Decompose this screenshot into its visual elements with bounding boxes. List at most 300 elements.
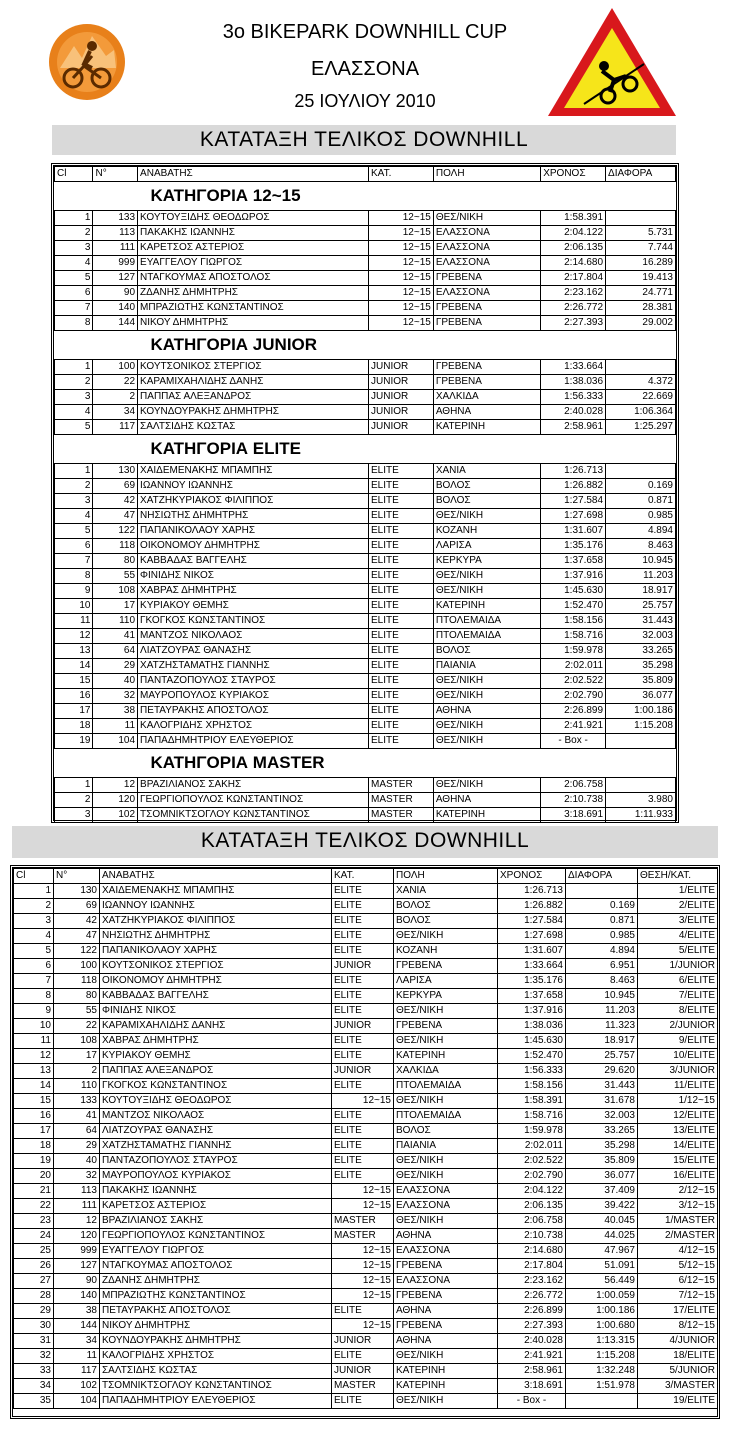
table-row [55, 286, 676, 301]
col-rider: ΝΗΣΙΩΤΗΣ ΔΗΜΗΤΡΗΣ [100, 929, 332, 944]
col-cl: 35 [14, 1394, 54, 1409]
col-cl: 3 [14, 914, 54, 929]
col-time: 1:59.978 [541, 644, 606, 659]
col-rider: ΚΟΥΤΟΥΞΙΔΗΣ ΘΕΟΔΩΡΟΣ [138, 211, 369, 226]
category-heading-row [55, 435, 676, 464]
table-row [14, 1394, 718, 1409]
col-time: 2:41.921 [498, 1349, 566, 1364]
table-row [55, 301, 676, 316]
col-city: ΛΑΡΙΣΑ [433, 539, 540, 554]
col-number: 55 [54, 1004, 100, 1019]
col-number: 117 [93, 420, 138, 435]
col-cl: 17 [14, 1124, 54, 1139]
col-cl: 19 [55, 734, 93, 749]
col-diff: 1:00.186 [606, 704, 676, 719]
col-rider: ΚΑΛΟΓΡΙΔΗΣ ΧΡΗΣΤΟΣ [100, 1349, 332, 1364]
table-row [14, 1139, 718, 1154]
col-category: MASTER [369, 778, 434, 793]
col-category: ELITE [332, 989, 394, 1004]
col-number: 122 [54, 944, 100, 959]
table-row [14, 1349, 718, 1364]
col-diff: 32.003 [566, 1109, 638, 1124]
event-location: ΕΛΑΣΣΟΝΑ [310, 58, 420, 80]
col-category-position: 1/12~15 [638, 1094, 718, 1109]
col-time: 3:18.691 [541, 808, 606, 823]
col-diff: 1:32.248 [566, 1364, 638, 1379]
col-cl: 21 [14, 1184, 54, 1199]
col-diff: 29.002 [606, 316, 676, 331]
col-rider: ΓΚΟΓΚΟΣ ΚΩΝΣΤΑΝΤΙΝΟΣ [138, 614, 369, 629]
table-row [14, 1319, 718, 1334]
col-category: ELITE [332, 1109, 394, 1124]
col-city: ΓΡΕΒΕΝΑ [394, 1259, 498, 1274]
col-category: ELITE [332, 914, 394, 929]
col-diff [606, 778, 676, 793]
col-city: ΚΕΡΚΥΡΑ [394, 989, 498, 1004]
category-results [54, 166, 676, 823]
col-city: ΚΑΤΕΡΙΝΗ [394, 1364, 498, 1379]
col-cl: 29 [14, 1304, 54, 1319]
col-category-position: 7/ELITE [638, 989, 718, 1004]
col-cl-header: Cl [55, 167, 93, 182]
col-time: 1:35.176 [498, 974, 566, 989]
col-number: 144 [54, 1319, 100, 1334]
table-row [55, 778, 676, 793]
col-time-header: ΧΡΟΝΟΣ [541, 167, 606, 182]
col-number: 40 [54, 1154, 100, 1169]
col-time: 2:58.961 [498, 1364, 566, 1379]
col-city: ΓΡΕΒΕΝΑ [394, 959, 498, 974]
col-rider: ΧΑΤΖΗΚΥΡΙΑΚΟΣ ΦΙΛΙΠΠΟΣ [138, 494, 369, 509]
col-number: 42 [93, 494, 138, 509]
col-cl: 28 [14, 1289, 54, 1304]
table-row [14, 1094, 718, 1109]
col-time: 1:58.391 [498, 1094, 566, 1109]
col-time: 2:58.961 [541, 420, 606, 435]
col-time: 1:26.713 [541, 464, 606, 479]
col-time: 1:37.658 [541, 554, 606, 569]
col-time: 2:17.804 [498, 1259, 566, 1274]
col-diff: 4.372 [606, 375, 676, 390]
col-rider: ΠΑΠΑΝΙΚΟΛΑΟΥ ΧΑΡΗΣ [138, 524, 369, 539]
col-time: 2:23.162 [541, 286, 606, 301]
col-diff: 35.298 [606, 659, 676, 674]
col-time: 2:17.804 [541, 271, 606, 286]
col-time: 2:40.028 [541, 405, 606, 420]
event-title: 3o BIKEPARK DOWNHILL CUP [222, 21, 508, 43]
table-row [55, 614, 676, 629]
col-cl: 4 [55, 405, 93, 420]
table-row [14, 944, 718, 959]
table-row [14, 1124, 718, 1139]
table-row [55, 256, 676, 271]
col-rider: ΦΙΝΙΔΗΣ ΝΙΚΟΣ [138, 569, 369, 584]
col-rider: ΠΑΠΑΔΗΜΗΤΡΙΟΥ ΕΛΕΥΘΕΡΙΟΣ [100, 1394, 332, 1409]
col-number: 40 [93, 674, 138, 689]
col-cl: 6 [55, 286, 93, 301]
col-time: 2:27.393 [498, 1319, 566, 1334]
col-category: JUNIOR [369, 405, 434, 420]
col-time: 1:26.882 [498, 899, 566, 914]
col-diff: 1:15.208 [566, 1349, 638, 1364]
col-rider: ΠΑΚΑΚΗΣ ΙΩΑΝΝΗΣ [100, 1184, 332, 1199]
col-cl: 9 [14, 1004, 54, 1019]
category-heading: ΚΑΤΗΓΟΡΙΑ 12~15 [150, 186, 301, 205]
col-cl: 1 [55, 778, 93, 793]
section1-title: ΚΑΤΑΤΑΞΗ ΤΕΛΙΚΟΣ DOWNHILL [52, 125, 676, 155]
category-heading: ΚΑΤΗΓΟΡΙΑ ELITE [150, 439, 301, 458]
col-number: 118 [54, 974, 100, 989]
col-number: 47 [93, 509, 138, 524]
col-rider: ΖΔΑΝΗΣ ΔΗΜΗΤΡΗΣ [138, 286, 369, 301]
col-category: MASTER [369, 793, 434, 808]
col-number: 111 [54, 1199, 100, 1214]
col-number: 32 [93, 689, 138, 704]
col-time: 1:31.607 [498, 944, 566, 959]
col-category: ELITE [369, 464, 434, 479]
col-diff: 11.203 [606, 569, 676, 584]
col-cl: 11 [55, 614, 93, 629]
col-rider: ΚΟΥΤΣΟΝΙΚΟΣ ΣΤΕΡΓΙΟΣ [138, 360, 369, 375]
col-cl: 3 [55, 808, 93, 823]
col-time: 1:38.036 [498, 1019, 566, 1034]
col-diff: 10.945 [606, 554, 676, 569]
col-rider: ΧΑΙΔΕΜΕΝΑΚΗΣ ΜΠΑΜΠΗΣ [100, 884, 332, 899]
col-diff: 1:25.297 [606, 420, 676, 435]
col-diff: 1:11.933 [606, 808, 676, 823]
col-city: ΑΘΗΝΑ [433, 793, 540, 808]
col-city: ΘΕΣ/ΝΙΚΗ [433, 734, 540, 749]
col-category-header: ΚΑΤ. [332, 869, 394, 884]
table-row [14, 1169, 718, 1184]
col-city: ΓΡΕΒΕΝΑ [433, 301, 540, 316]
category-heading: ΚΑΤΗΓΟΡΙΑ MASTER [150, 753, 325, 772]
table-row [55, 420, 676, 435]
col-cl: 2 [14, 899, 54, 914]
col-time: 2:04.122 [541, 226, 606, 241]
col-cl: 30 [14, 1319, 54, 1334]
col-city: ΠΑΙΑΝΙΑ [394, 1139, 498, 1154]
table-row [14, 1229, 718, 1244]
col-time: 2:26.899 [498, 1304, 566, 1319]
table-row [55, 316, 676, 331]
col-diff: 18.917 [566, 1034, 638, 1049]
col-cl: 20 [14, 1169, 54, 1184]
col-city: ΘΕΣ/ΝΙΚΗ [433, 689, 540, 704]
col-time: 1:56.333 [541, 390, 606, 405]
col-time: 1:45.630 [498, 1034, 566, 1049]
col-number: 133 [54, 1094, 100, 1109]
col-city: ΒΟΛΟΣ [394, 1124, 498, 1139]
col-category-position: 3/JUNIOR [638, 1064, 718, 1079]
col-diff: 6.951 [566, 959, 638, 974]
col-time: 1:31.607 [541, 524, 606, 539]
table-row [55, 689, 676, 704]
col-time: 2:06.135 [541, 241, 606, 256]
col-category: 12~15 [369, 316, 434, 331]
col-cl: 2 [55, 479, 93, 494]
col-cl: 33 [14, 1364, 54, 1379]
col-city: ΠΤΟΛΕΜΑΙΔΑ [433, 614, 540, 629]
col-city: ΕΛΑΣΣΟΝΑ [394, 1244, 498, 1259]
col-time: 1:27.584 [541, 494, 606, 509]
col-cl: 7 [14, 974, 54, 989]
col-rider: ΠΑΠΠΑΣ ΑΛΕΞΑΝΔΡΟΣ [100, 1064, 332, 1079]
col-time: 2:04.122 [498, 1184, 566, 1199]
col-city: ΑΘΗΝΑ [394, 1229, 498, 1244]
table-row [14, 914, 718, 929]
col-number: 122 [93, 524, 138, 539]
col-diff: 8.463 [606, 539, 676, 554]
col-time: 1:45.630 [541, 584, 606, 599]
col-time: 1:56.333 [498, 1064, 566, 1079]
col-time: 2:27.393 [541, 316, 606, 331]
col-category: ELITE [369, 524, 434, 539]
col-number: 102 [54, 1379, 100, 1394]
col-number: 118 [93, 539, 138, 554]
col-number: 110 [54, 1079, 100, 1094]
col-diff: 37.409 [566, 1184, 638, 1199]
table-row [55, 241, 676, 256]
table-row [55, 629, 676, 644]
col-rider: ΤΣΟΜΝΙΚΤΣΟΓΛΟΥ ΚΩΝΣΤΑΝΤΙΝΟΣ [138, 808, 369, 823]
table-row [55, 271, 676, 286]
table-row [55, 211, 676, 226]
col-diff: 35.809 [606, 674, 676, 689]
col-rider: ΜΑΝΤΖΟΣ ΝΙΚΟΛΑΟΣ [138, 629, 369, 644]
col-category-position: 1/ELITE [638, 884, 718, 899]
col-diff: 18.917 [606, 584, 676, 599]
col-diff: 7.744 [606, 241, 676, 256]
col-number: 127 [93, 271, 138, 286]
col-city: ΘΕΣ/ΝΙΚΗ [394, 1034, 498, 1049]
table-row [14, 1214, 718, 1229]
col-category: MASTER [332, 1379, 394, 1394]
col-city: ΠΑΙΑΝΙΑ [433, 659, 540, 674]
col-category-position: 3/12~15 [638, 1199, 718, 1214]
col-city: ΒΟΛΟΣ [433, 494, 540, 509]
col-category-position: 5/ELITE [638, 944, 718, 959]
col-city: ΚΟΖΑΝΗ [394, 944, 498, 959]
col-category-position: 2/12~15 [638, 1184, 718, 1199]
col-diff-header: ΔΙΑΦΟΡΑ [606, 167, 676, 182]
col-rider: ΚΟΥΝΔΟΥΡΑΚΗΣ ΔΗΜΗΤΡΗΣ [100, 1334, 332, 1349]
col-rider: ΧΑΤΖΗΣΤΑΜΑΤΗΣ ΓΙΑΝΝΗΣ [138, 659, 369, 674]
col-city: ΒΟΛΟΣ [433, 479, 540, 494]
col-number: 130 [93, 464, 138, 479]
table-row [14, 1184, 718, 1199]
col-diff: 1:51.978 [566, 1379, 638, 1394]
col-category: 12~15 [369, 211, 434, 226]
table-row [55, 719, 676, 734]
col-city: ΘΕΣ/ΝΙΚΗ [394, 1214, 498, 1229]
col-diff: 40.045 [566, 1214, 638, 1229]
table-row [14, 1154, 718, 1169]
col-number: 22 [93, 375, 138, 390]
col-city: ΧΑΝΙΑ [433, 464, 540, 479]
col-category-position: 12/ELITE [638, 1109, 718, 1124]
col-number: 110 [93, 614, 138, 629]
col-number: 120 [54, 1229, 100, 1244]
col-diff: 36.077 [606, 689, 676, 704]
col-time: 1:58.391 [541, 211, 606, 226]
col-number: 104 [93, 734, 138, 749]
col-category-position: 13/ELITE [638, 1124, 718, 1139]
col-category: ELITE [332, 974, 394, 989]
col-category-position: 1/JUNIOR [638, 959, 718, 974]
col-number: 130 [54, 884, 100, 899]
col-time: - Box - [498, 1394, 566, 1409]
col-number: 69 [54, 899, 100, 914]
col-diff: 10.945 [566, 989, 638, 1004]
col-cl: 11 [14, 1034, 54, 1049]
col-number: 11 [93, 719, 138, 734]
col-time: 2:10.738 [541, 793, 606, 808]
col-city: ΚΑΤΕΡΙΝΗ [433, 808, 540, 823]
col-city: ΘΕΣ/ΝΙΚΗ [394, 1004, 498, 1019]
category-results-body [55, 167, 676, 823]
col-number: 47 [54, 929, 100, 944]
col-cl: 7 [55, 554, 93, 569]
col-number: 69 [93, 479, 138, 494]
col-rider: ΧΑΒΡΑΣ ΔΗΜΗΤΡΗΣ [138, 584, 369, 599]
col-city: ΘΕΣ/ΝΙΚΗ [394, 1349, 498, 1364]
col-category: ELITE [332, 884, 394, 899]
col-category: 12~15 [369, 256, 434, 271]
col-cl: 18 [55, 719, 93, 734]
col-time: 2:02.011 [498, 1139, 566, 1154]
col-rider: ΜΠΡΑΖΙΩΤΗΣ ΚΩΝΣΤΑΝΤΙΝΟΣ [100, 1289, 332, 1304]
col-diff: 31.443 [566, 1079, 638, 1094]
table-row [55, 360, 676, 375]
col-cl: 2 [55, 226, 93, 241]
table-row [55, 674, 676, 689]
col-category: 12~15 [332, 1094, 394, 1109]
col-time: 1:33.664 [541, 360, 606, 375]
col-rider: ΓΚΟΓΚΟΣ ΚΩΝΣΤΑΝΤΙΝΟΣ [100, 1079, 332, 1094]
col-number: 120 [93, 793, 138, 808]
col-cl: 1 [14, 884, 54, 899]
col-category-position: 8/ELITE [638, 1004, 718, 1019]
col-category-position: 4/JUNIOR [638, 1334, 718, 1349]
col-category: ELITE [332, 1034, 394, 1049]
table-row [14, 1049, 718, 1064]
col-category-position: 19/ELITE [638, 1394, 718, 1409]
col-cl: 31 [14, 1334, 54, 1349]
col-diff: 35.809 [566, 1154, 638, 1169]
col-rider: ΚΥΡΙΑΚΟΥ ΘΕΜΗΣ [100, 1049, 332, 1064]
col-time: 1:38.036 [541, 375, 606, 390]
col-category-position: 11/ELITE [638, 1079, 718, 1094]
category-heading-row [55, 182, 676, 211]
table-row [55, 524, 676, 539]
table-row [14, 1109, 718, 1124]
col-cl: 13 [55, 644, 93, 659]
col-rider: ΝΙΚΟΥ ΔΗΜΗΤΡΗΣ [100, 1319, 332, 1334]
table-row [14, 1304, 718, 1319]
col-category: ELITE [332, 1154, 394, 1169]
col-rider: ΠΑΝΤΑΖΟΠΟΥΛΟΣ ΣΤΑΥΡΟΣ [138, 674, 369, 689]
col-city: ΕΛΑΣΣΟΝΑ [394, 1274, 498, 1289]
col-number: 2 [93, 390, 138, 405]
col-city: ΒΟΛΟΣ [394, 899, 498, 914]
col-number: 2 [54, 1064, 100, 1079]
col-rider: ΚΟΥΝΔΟΥΡΑΚΗΣ ΔΗΜΗΤΡΗΣ [138, 405, 369, 420]
col-rider: ΣΑΛΤΣΙΔΗΣ ΚΩΣΤΑΣ [138, 420, 369, 435]
col-diff [606, 464, 676, 479]
col-category-position: 14/ELITE [638, 1139, 718, 1154]
col-category: ELITE [369, 629, 434, 644]
col-diff: 56.449 [566, 1274, 638, 1289]
col-category-position: 5/12~15 [638, 1259, 718, 1274]
col-cl: 2 [55, 793, 93, 808]
col-number: 100 [54, 959, 100, 974]
col-category: ELITE [369, 479, 434, 494]
col-city: ΓΡΕΒΕΝΑ [433, 271, 540, 286]
col-category: ELITE [332, 1304, 394, 1319]
col-category: JUNIOR [369, 375, 434, 390]
col-category-position: 16/ELITE [638, 1169, 718, 1184]
col-cl: 14 [14, 1079, 54, 1094]
col-rider: ΟΙΚΟΝΟΜΟΥ ΔΗΜΗΤΡΗΣ [138, 539, 369, 554]
col-category: 12~15 [369, 301, 434, 316]
col-time: 1:52.470 [498, 1049, 566, 1064]
col-rider: ΚΟΥΤΣΟΝΙΚΟΣ ΣΤΕΡΓΙΟΣ [100, 959, 332, 974]
col-city: ΚΕΡΚΥΡΑ [433, 554, 540, 569]
col-cl: 6 [14, 959, 54, 974]
col-category-position: 6/12~15 [638, 1274, 718, 1289]
col-number: 42 [54, 914, 100, 929]
col-rider: ΚΑΡΑΜΙΧΑΗΛΙΔΗΣ ΔΑΝΗΣ [100, 1019, 332, 1034]
col-city: ΓΡΕΒΕΝΑ [433, 360, 540, 375]
col-diff: 29.620 [566, 1064, 638, 1079]
col-cl: 24 [14, 1229, 54, 1244]
col-category: MASTER [332, 1229, 394, 1244]
col-diff: 4.894 [606, 524, 676, 539]
col-city: ΓΡΕΒΕΝΑ [433, 375, 540, 390]
col-city: ΒΟΛΟΣ [433, 644, 540, 659]
col-diff [606, 211, 676, 226]
col-rider: ΚΥΡΙΑΚΟΥ ΘΕΜΗΣ [138, 599, 369, 614]
col-city: ΑΘΗΝΑ [394, 1334, 498, 1349]
col-number: 133 [93, 211, 138, 226]
col-category: JUNIOR [332, 1019, 394, 1034]
col-city: ΘΕΣ/ΝΙΚΗ [433, 509, 540, 524]
col-cl: 34 [14, 1379, 54, 1394]
col-category: ELITE [332, 1049, 394, 1064]
col-cl: 15 [14, 1094, 54, 1109]
col-number: 140 [54, 1289, 100, 1304]
col-category-position: 3/MASTER [638, 1379, 718, 1394]
col-rider: ΖΔΑΝΗΣ ΔΗΜΗΤΡΗΣ [100, 1274, 332, 1289]
col-cl-header: Cl [14, 869, 54, 884]
col-number: 41 [93, 629, 138, 644]
col-cl: 5 [14, 944, 54, 959]
col-cl: 16 [55, 689, 93, 704]
col-diff: 5.731 [606, 226, 676, 241]
col-rider-header: ΑΝΑΒΑΤΗΣ [138, 167, 369, 182]
col-city: ΠΤΟΛΕΜΑΙΔΑ [394, 1079, 498, 1094]
col-cl: 4 [55, 509, 93, 524]
col-rider: ΓΕΩΡΓΙΟΠΟΥΛΟΣ ΚΩΝΣΤΑΝΤΙΝΟΣ [100, 1229, 332, 1244]
col-rider: ΚΑΡΕΤΣΟΣ ΑΣΤΕΡΙΟΣ [100, 1199, 332, 1214]
col-diff: 28.381 [606, 301, 676, 316]
col-category-position: 2/ELITE [638, 899, 718, 914]
col-city: ΘΕΣ/ΝΙΚΗ [394, 929, 498, 944]
section2-title: ΚΑΤΑΤΑΞΗ ΤΕΛΙΚΟΣ DOWNHILL [12, 826, 718, 858]
col-category-position: 8/12~15 [638, 1319, 718, 1334]
table-row [14, 1064, 718, 1079]
